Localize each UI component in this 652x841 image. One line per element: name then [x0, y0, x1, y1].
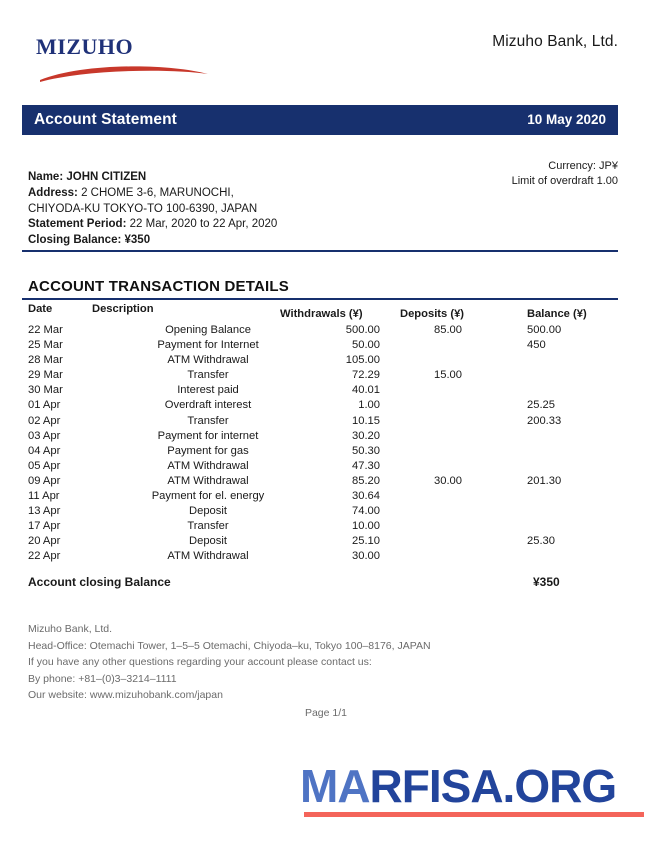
cell-withdrawals: 72.29 — [352, 369, 380, 382]
cell-withdrawals: 74.00 — [352, 505, 380, 518]
cell-withdrawals: 50.30 — [352, 444, 380, 457]
table-row — [22, 550, 618, 565]
cell-description: Opening Balance — [165, 324, 251, 336]
column-header-withdrawals: Withdrawals (¥) — [280, 308, 363, 320]
cell-description: Transfer — [187, 520, 229, 533]
closing-balance-value: ¥350 — [124, 234, 151, 247]
column-header-deposits: Deposits (¥) — [400, 308, 465, 320]
cell-date: 22 Apr — [28, 550, 61, 563]
statement-title-bar — [22, 105, 618, 135]
table-row — [22, 415, 618, 430]
cell-withdrawals: 25.10 — [352, 535, 380, 548]
cell-description: Payment for el. energy — [151, 490, 265, 503]
mizuho-logo — [36, 28, 216, 84]
table-header-row — [22, 302, 618, 324]
mizuho-wordmark: mizuho — [36, 26, 134, 61]
cell-description: Interest paid — [177, 384, 239, 397]
cell-description: ATM Withdrawal — [167, 474, 249, 487]
table-row — [22, 369, 618, 384]
cell-date: 28 Mar — [28, 354, 63, 367]
address-value-1: 2 CHOME 3-6, MARUNOCHI, — [81, 186, 234, 199]
cell-balance: 500.00 — [527, 324, 562, 336]
table-row — [22, 505, 618, 520]
footer-bank-name: Mizuho Bank, Ltd. — [28, 623, 113, 635]
table-row — [22, 475, 618, 490]
cell-date: 25 Mar — [28, 339, 63, 352]
currency-value: Currency: JP¥ — [548, 160, 618, 172]
period-value: 22 Mar, 2020 to 22 Apr, 2020 — [129, 218, 278, 231]
mizuho-swoosh-icon — [38, 61, 210, 83]
cell-date: 03 Apr — [28, 429, 61, 442]
cell-date: 05 Apr — [28, 459, 61, 472]
cell-withdrawals: 30.00 — [352, 550, 380, 563]
divider-below-section-title — [22, 298, 618, 300]
cell-description: Deposit — [189, 505, 227, 518]
cell-description: Transfer — [187, 369, 229, 382]
cell-date: 11 Apr — [28, 490, 60, 503]
cell-description: Deposit — [189, 535, 227, 548]
account-address-line-1 — [28, 186, 277, 202]
account-closing-balance-value: ¥350 — [533, 575, 560, 589]
cell-description: Overdraft interest — [164, 399, 252, 412]
cell-description: Transfer — [187, 414, 229, 427]
footer-phone: By phone: +81–(0)3–3214–1111 — [28, 672, 177, 685]
cell-withdrawals: 1.00 — [358, 399, 380, 412]
cell-description: ATM Withdrawal — [167, 550, 249, 563]
account-closing-balance-label: Account closing Balance — [28, 575, 171, 589]
cell-withdrawals: 105.00 — [345, 354, 380, 367]
footer-contact-block — [28, 621, 431, 704]
cell-withdrawals: 30.20 — [352, 429, 380, 442]
cell-withdrawals: 85.20 — [352, 474, 380, 487]
table-row — [22, 520, 618, 535]
table-row — [22, 430, 618, 445]
cell-description: ATM Withdrawal — [167, 459, 249, 472]
cell-withdrawals: 47.30 — [352, 459, 380, 472]
cell-deposits: 30.00 — [434, 474, 462, 487]
table-row — [22, 445, 618, 460]
table-row — [22, 535, 618, 550]
column-header-date: Date — [28, 303, 53, 315]
cell-date: 20 Apr — [28, 535, 61, 548]
cell-date: 04 Apr — [28, 444, 61, 457]
watermark-part-dark: RFISA.ORG — [369, 760, 617, 812]
address-label: Address: — [28, 186, 78, 199]
cell-date: 01 Apr — [28, 399, 61, 412]
cell-withdrawals: 40.01 — [352, 384, 380, 397]
cell-withdrawals: 50.00 — [352, 339, 380, 352]
closing-balance-label: Closing Balance: — [28, 234, 122, 247]
name-value: JOHN CITIZEN — [66, 171, 147, 183]
currency-block — [512, 159, 618, 189]
table-row — [22, 354, 618, 369]
cell-date: 22 Mar — [28, 324, 63, 336]
closing-balance-line — [28, 233, 277, 249]
section-title: ACCOUNT TRANSACTION DETAILS — [28, 278, 289, 295]
divider-above-details — [22, 250, 618, 252]
cell-balance: 25.25 — [527, 399, 555, 412]
cell-balance: 200.33 — [527, 414, 562, 427]
table-row — [22, 384, 618, 399]
footer-questions: If you have any other questions regarding your account please contact us: — [28, 656, 372, 668]
watermark-text — [300, 762, 652, 810]
footer-website: Our website: www.mizuhobank.com/japan — [28, 689, 223, 701]
cell-description: Payment for Internet — [157, 339, 259, 352]
cell-date: 02 Apr — [28, 414, 61, 427]
bank-name: Mizuho Bank, Ltd. — [492, 33, 618, 50]
marfisa-watermark — [300, 762, 652, 822]
cell-withdrawals: 10.00 — [352, 520, 380, 533]
statement-date: 10 May 2020 — [527, 112, 606, 127]
watermark-part-light: MA — [300, 760, 370, 812]
table-row — [22, 460, 618, 475]
transactions-body — [22, 324, 618, 566]
cell-balance: 25.30 — [527, 535, 555, 548]
period-label: Statement Period: — [28, 218, 127, 231]
cell-description: ATM Withdrawal — [167, 354, 249, 367]
overdraft-limit: Limit of overdraft 1.00 — [511, 175, 618, 187]
cell-withdrawals: 30.64 — [352, 490, 380, 503]
column-header-description: Description — [92, 303, 154, 315]
table-row — [22, 399, 618, 414]
account-name-line — [28, 170, 277, 186]
cell-date: 09 Apr — [28, 474, 61, 487]
footer-head-office: Head-Office: Otemachi Tower, 1–5–5 Otemachi, Chiyoda–ku, Tokyo 100–8176, JAPAN — [28, 639, 431, 652]
cell-description: Payment for internet — [157, 429, 259, 442]
cell-description: Payment for gas — [167, 444, 249, 457]
table-row — [22, 339, 618, 354]
account-address-line-2: CHIYODA-KU TOKYO-TO 100-6390, JAPAN — [28, 202, 258, 215]
cell-date: 17 Apr — [28, 520, 61, 533]
watermark-underline — [304, 812, 644, 817]
transactions-table — [22, 302, 618, 566]
cell-date: 29 Mar — [28, 369, 63, 382]
table-row — [22, 324, 618, 339]
name-label: Name: — [28, 171, 64, 183]
table-row — [22, 490, 618, 505]
account-holder-block — [28, 170, 277, 249]
cell-date: 13 Apr — [28, 505, 61, 518]
cell-deposits: 15.00 — [434, 369, 462, 382]
column-header-balance: Balance (¥) — [527, 308, 587, 320]
statement-period-line — [28, 217, 277, 233]
cell-balance: 450 — [527, 339, 546, 352]
page-number: Page 1/1 — [304, 707, 348, 719]
cell-date: 30 Mar — [28, 384, 63, 397]
cell-withdrawals: 500.00 — [345, 324, 380, 336]
cell-withdrawals: 10.15 — [352, 414, 380, 427]
page-title: Account Statement — [34, 111, 177, 128]
cell-balance: 201.30 — [527, 474, 562, 487]
cell-deposits: 85.00 — [434, 324, 462, 336]
